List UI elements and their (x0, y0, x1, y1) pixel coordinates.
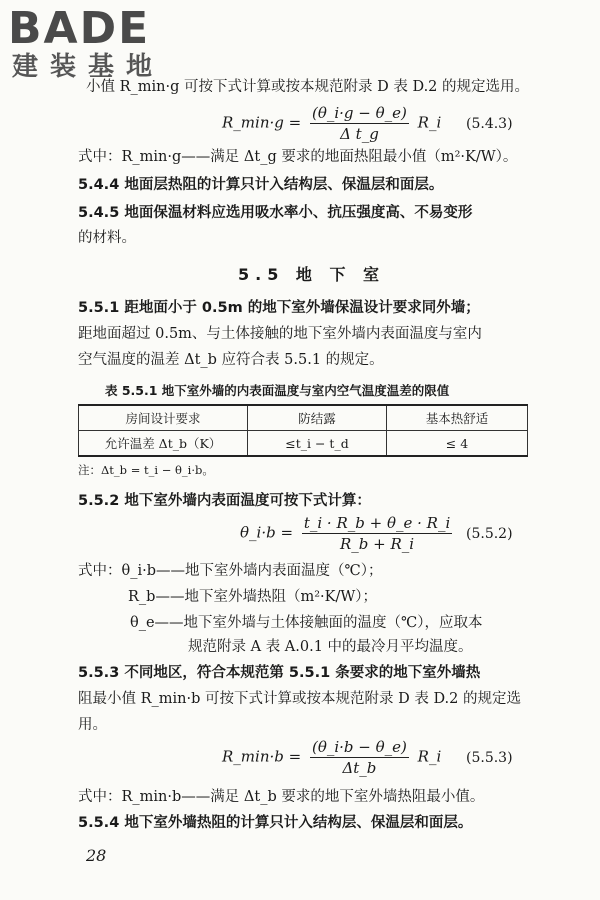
equation-number-5-5-3: (5.5.3) (466, 750, 513, 766)
formula-lhs: θ_i·b = (240, 523, 294, 542)
table-header-row (79, 405, 528, 431)
clause-5-5-4: 5.5.4 地下室外墙热阻的计算只计入结构层、保温层和面层。 (78, 815, 473, 831)
formula-5-4-3 (222, 104, 441, 143)
formula-denominator: R_b + R_i (340, 535, 415, 553)
clause-5-5-1: 5.5.1 距地面小于 0.5m 的地下室外墙保温设计要求同外墙； (78, 300, 480, 316)
clause-5-4-4: 5.4.4 地面层热阻的计算只计入结构层、保温层和面层。 (78, 177, 444, 193)
text-line-13: 规范附录 A 表 A.0.1 中的最冷月平均温度。 (188, 639, 473, 655)
table-cell: ≤ 4 (387, 431, 528, 457)
text-line-2: 式中：R_min·g——满足 Δt_g 要求的地面热阻最小值（m²·K/W）。 (78, 149, 518, 165)
formula-tail: R_i (417, 113, 442, 132)
table-title: 表 5.5.1 地下室外墙的内表面温度与室内空气温度温差的限值 (105, 383, 450, 398)
formula-fraction (310, 104, 409, 143)
formula-tail: R_i (417, 747, 442, 766)
clause-5-5-2: 5.5.2 地下室外墙内表面温度可按下式计算： (78, 493, 371, 509)
formula-numerator: t_i · R_b + θ_e · R_i (303, 514, 451, 532)
formula-fraction (310, 738, 409, 777)
clause-5-4-5: 5.4.5 地面保温材料应选用吸水率小、抗压强度高、不易变形 (78, 205, 473, 221)
table-row (79, 431, 528, 457)
logo-word: BADE (8, 3, 151, 54)
equation-number-5-5-2: (5.5.2) (466, 526, 513, 542)
table-note: 注：Δt_b = t_i − θ_i·b。 (78, 463, 214, 477)
text-line-16: 用。 (78, 717, 107, 733)
text-line-17: 式中：R_min·b——满足 Δt_b 要求的地下室外墙热阻最小值。 (78, 789, 485, 805)
text-line-10: 式中：θ_i·b——地下室外墙内表面温度（℃）； (78, 563, 383, 579)
formula-lhs: R_min·g = (222, 113, 302, 132)
formula-denominator: Δt_b (342, 759, 377, 777)
table-cell: ≤t_i − t_d (248, 431, 387, 457)
formula-5-5-3 (222, 738, 441, 777)
text-line-15: 阻最小值 R_min·b 可按下式计算或按本规范附录 D 表 D.2 的规定选 (78, 691, 522, 707)
section-heading: 5.5 地 下 室 (238, 265, 386, 284)
formula-numerator: (θ_i·g − θ_e) (311, 104, 407, 122)
page-number: 28 (86, 846, 107, 865)
text-line-8: 空气温度的温差 Δt_b 应符合表 5.5.1 的规定。 (78, 352, 384, 368)
site-logo (8, 3, 178, 82)
formula-5-5-2 (240, 514, 456, 553)
table-header-cell: 防结露 (248, 405, 387, 431)
formula-fraction (302, 514, 452, 553)
table-header-cell: 基本热舒适 (387, 405, 528, 431)
table-cell: 允许温差 Δt_b（K） (79, 431, 248, 457)
formula-numerator: (θ_i·b − θ_e) (311, 738, 407, 756)
equation-number-5-4-3: (5.4.3) (466, 116, 513, 132)
clause-5-5-3: 5.5.3 不同地区，符合本规范第 5.5.1 条要求的地下室外墙热 (78, 665, 481, 681)
text-line-12: θ_e——地下室外墙与土体接触面的温度（℃），应取本 (130, 615, 483, 631)
text-line-7: 距地面超过 0.5m、与土体接触的地下室外墙内表面温度与室内 (78, 326, 482, 342)
text-line-5: 的材料。 (78, 230, 136, 246)
logo-subtitle: 建装基地 (12, 52, 165, 82)
formula-denominator: Δ t_g (340, 125, 379, 143)
text-line-1: 小值 R_min·g 可按下式计算或按本规范附录 D 表 D.2 的规定选用。 (86, 79, 530, 95)
limits-table (78, 404, 528, 457)
text-line-11: R_b——地下室外墙热阻（m²·K/W）； (128, 589, 377, 605)
table-header-cell: 房间设计要求 (79, 405, 248, 431)
formula-lhs: R_min·b = (222, 747, 302, 766)
